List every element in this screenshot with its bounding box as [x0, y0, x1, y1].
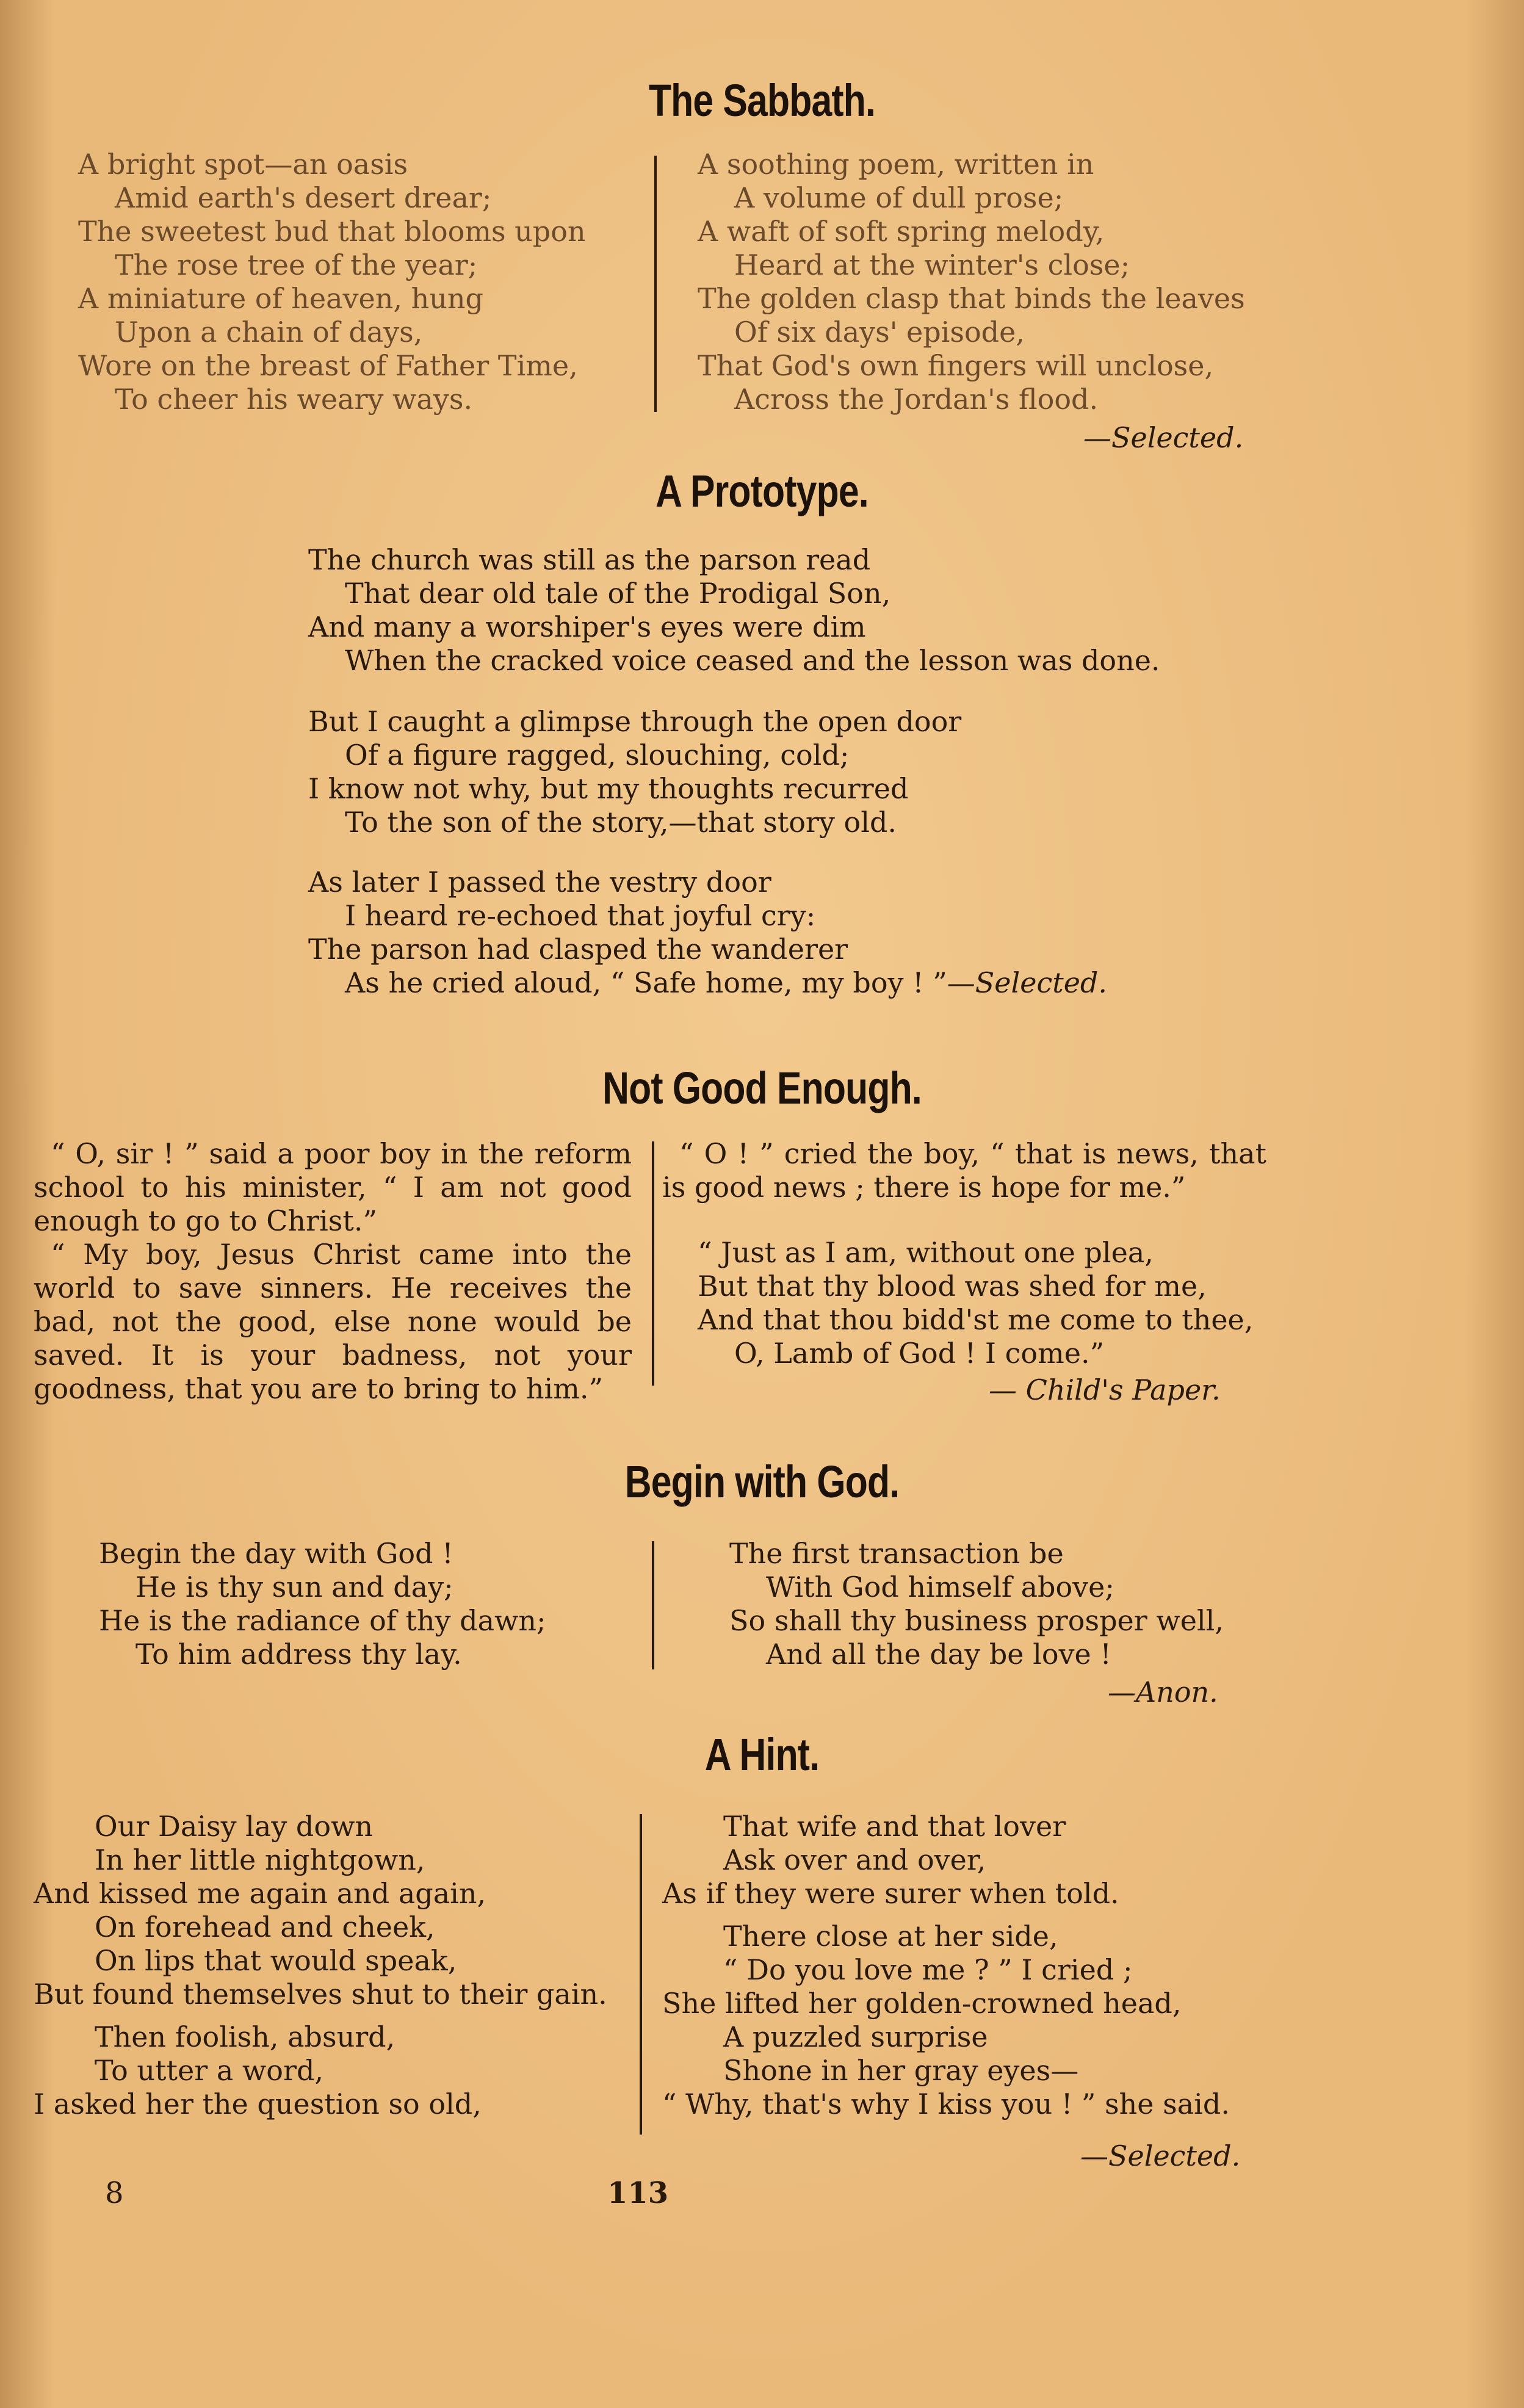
verse-line: But found themselves shut to their gain. — [34, 1978, 607, 2011]
verse-line: To utter a word, — [95, 2054, 324, 2087]
prototype-attribution: —Selected. — [947, 966, 1107, 999]
prototype-stanza-2 — [308, 705, 961, 839]
begin-right-column — [729, 1537, 1224, 1671]
verse-line: I asked her the question so old, — [34, 2088, 482, 2121]
hint-left-stanza-1 — [34, 1810, 607, 2011]
verse-line: Upon a chain of days, — [115, 316, 423, 349]
prototype-stanza-1 — [308, 543, 1160, 678]
hint-title: A Hint. — [704, 1729, 820, 1780]
verse-line: Ask over and over, — [723, 1843, 986, 1876]
verse-line: But I caught a glimpse through the open door — [308, 705, 962, 738]
verse-line: “ Just as I am, without one plea, — [698, 1236, 1154, 1269]
verse-line: She lifted her golden-crowned head, — [662, 1987, 1182, 2020]
verse-line: A volume of dull prose; — [734, 181, 1064, 214]
sabbath-title: The Sabbath. — [648, 75, 876, 126]
hint-attribution: —Selected. — [1080, 2139, 1241, 2172]
verse-line: And that thou bidd'st me come to thee, — [698, 1303, 1254, 1336]
verse-line: On forehead and cheek, — [95, 1911, 435, 1943]
not-good-left-column — [34, 1137, 632, 1406]
not-good-attribution: — Child's Paper. — [989, 1373, 1221, 1406]
verse-line: A waft of soft spring melody, — [698, 215, 1105, 248]
verse-line: O, Lamb of God ! I come.” — [734, 1337, 1105, 1370]
verse-line: That wife and that lover — [723, 1810, 1066, 1843]
signature-mark: 8 — [105, 2176, 124, 2210]
verse-line: The first transaction be — [729, 1537, 1064, 1570]
verse-line: There close at her side, — [723, 1920, 1058, 1953]
verse-line: The sweetest bud that blooms upon — [78, 215, 586, 248]
begin-left-column — [99, 1537, 546, 1671]
verse-line: In her little nightgown, — [95, 1843, 425, 1876]
begin-attribution: —Anon. — [1108, 1676, 1218, 1708]
verse-line: “ Do you love me ? ” I cried ; — [723, 1953, 1133, 1986]
verse-line: Then foolish, absurd, — [95, 2020, 395, 2053]
verse-line: I know not why, but my thoughts recurred — [308, 772, 909, 805]
verse-line: With God himself above; — [766, 1571, 1114, 1604]
verse-line: When the cracked voice ceased and the lesson was done. — [345, 644, 1160, 677]
prototype-stanza-3 — [308, 866, 1107, 1000]
verse-line: To him address thy lay. — [135, 1638, 462, 1671]
verse-line: He is the radiance of thy dawn; — [99, 1604, 546, 1637]
begin-title: Begin with God. — [624, 1456, 900, 1507]
verse-line: To cheer his weary ways. — [115, 383, 473, 416]
paragraph: “ O, sir ! ” said a poor boy in the reform school to his minister, “ I am not good enough to go to Christ.” — [34, 1137, 632, 1237]
sabbath-left-column — [78, 148, 586, 416]
hint-left-stanza-2 — [34, 2020, 482, 2121]
verse-line: And many a worshiper's eyes were dim — [308, 610, 866, 643]
verse-line: Our Daisy lay down — [95, 1810, 374, 1843]
verse-line: But that thy blood was shed for me, — [698, 1270, 1207, 1303]
sabbath-attribution: —Selected. — [1083, 421, 1244, 454]
paragraph: “ My boy, Jesus Christ came into the world to save sinners. He receives the bad, not the good, else none would be saved. It is your badness, not your goodness, that you are to bring to him.” — [34, 1238, 632, 1405]
verse-line: Of a figure ragged, slouching, cold; — [345, 739, 850, 772]
hint-right-stanza-1 — [662, 1810, 1119, 1911]
verse-line: And all the day be love ! — [766, 1638, 1111, 1671]
verse-line: Begin the day with God ! — [99, 1537, 453, 1570]
verse-line: He is thy sun and day; — [135, 1571, 453, 1604]
verse-line: The church was still as the parson read — [308, 543, 871, 576]
hint-right-stanza-2 — [662, 1920, 1230, 2121]
column-divider — [652, 1541, 654, 1669]
verse-line: That God's own fingers will unclose, — [698, 349, 1214, 382]
verse-line: Amid earth's desert drear; — [115, 181, 492, 214]
verse-line: Shone in her gray eyes— — [723, 2054, 1079, 2087]
verse-line: So shall thy business prosper well, — [729, 1604, 1224, 1637]
verse-line: Heard at the winter's close; — [734, 248, 1130, 281]
verse-line: On lips that would speak, — [95, 1944, 457, 1977]
verse-line: I heard re-echoed that joyful cry: — [345, 899, 816, 932]
verse-line: A bright spot—an oasis — [78, 148, 408, 181]
verse-line: The rose tree of the year; — [115, 248, 478, 281]
verse-line: As later I passed the vestry door — [308, 866, 771, 898]
column-divider — [652, 1141, 654, 1386]
not-good-title: Not Good Enough. — [602, 1063, 922, 1113]
verse-line: A puzzled surprise — [723, 2020, 988, 2053]
verse-line: To the son of the story,—that story old. — [345, 806, 897, 839]
last-line: As he cried aloud, “ Safe home, my boy ! ” — [345, 966, 947, 999]
paragraph: “ O ! ” cried the boy, “ that is news, that is good news ; there is hope for me.” — [662, 1137, 1266, 1204]
column-divider — [640, 1814, 642, 2135]
verse-line: A soothing poem, written in — [698, 148, 1094, 181]
column-divider — [654, 156, 657, 412]
sabbath-right-column — [698, 148, 1245, 416]
verse-line: Across the Jordan's flood. — [734, 383, 1099, 416]
verse-line: That dear old tale of the Prodigal Son, — [345, 577, 891, 610]
verse-line: “ Why, that's why I kiss you ! ” she said. — [662, 2088, 1230, 2121]
page-number: 113 — [607, 2176, 669, 2210]
verse-line: Of six days' episode, — [734, 316, 1025, 349]
verse-line: The parson had clasped the wanderer — [308, 933, 848, 966]
not-good-verse — [698, 1236, 1253, 1370]
verse-line: As if they were surer when told. — [662, 1877, 1119, 1910]
prototype-title: A Prototype. — [655, 466, 869, 516]
verse-line — [308, 966, 1107, 1000]
not-good-right-column — [662, 1137, 1266, 1204]
verse-line: Wore on the breast of Father Time, — [78, 349, 578, 382]
verse-line: And kissed me again and again, — [34, 1877, 486, 1910]
verse-line: A miniature of heaven, hung — [78, 282, 483, 315]
verse-line: The golden clasp that binds the leaves — [698, 282, 1245, 315]
